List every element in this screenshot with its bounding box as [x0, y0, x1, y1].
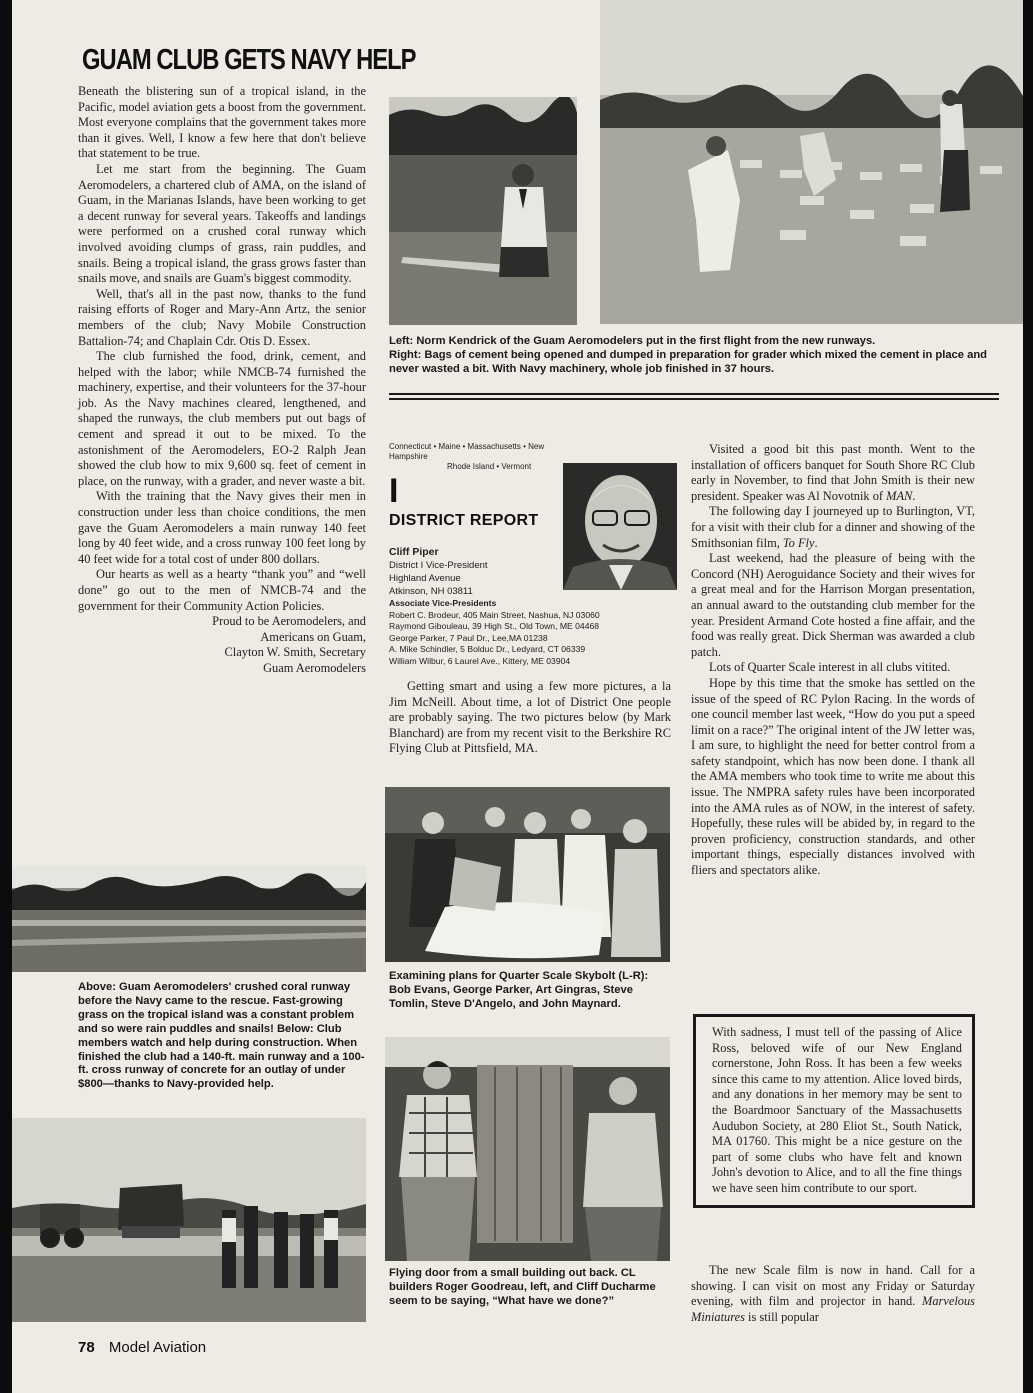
right-paragraph: Hope by this time that the smoke has settled on the issue of the speed of RC Pylon Racing. In the words of one council member last week, “How do you put a speed limit on a race?” The original intent of the JW letter was, I am sure, to highlight the need for better control from a safety standpoint, which has now been done. I thank all the AMA members who took time to write me about this issue. The NMPRA safety rules have been incorporated into the AMA rules as of NOW, in the interest of safety. Hopefully, these rules will be abided by, in regard to the proven proficiency, construction standards, and other important things, especially distances involved with fliers and spectators alike. — [691, 675, 975, 878]
photo-cement-bags — [600, 0, 1023, 324]
middle-caption-2: Flying door from a small building out back. CL builders Roger Goodreau, left, and Cliff Ducharme seem to be saying, “What have we done?” — [389, 1267, 656, 1307]
article-signature: Proud to be Aeromodelers, and Americans on Guam, Clayton W. Smith, Secretary Guam Aeromodelers — [212, 614, 366, 675]
memorial-text: With sadness, I must tell of the passing of Alice Ross, beloved wife of our New England cornerstone, John Ross. It has been a few weeks since this came to my attention. Alice loved birds, and any donations in her memory may be sent to the Boardmoor Sanctuary of the Massachusetts Audubon Society, at 280 Eliot St., South Natick, MA 01760. This might be a nice gesture on the part of some clubs who have felt and known John's devotion to Alice, and to all the fine things we have seen him contribute to our sport. — [712, 1025, 962, 1195]
page-footer — [78, 1339, 206, 1356]
right-paragraph: The following day I journeyed up to Burlington, VT, for a visit with their club for a dinner and showing of the Smithsonian film, To Fly. — [691, 504, 975, 550]
article-paragraph: With the training that the Navy gives their men in construction under less than choice conditions, the men gave the Guam Aeromodelers a main runway 140 feet long by 40 feet wide, and a cross runway 100 feet long by 40 feet wide for a total cost of under 800 dollars. — [78, 489, 366, 566]
left-caption: Above: Guam Aeromodelers' crushed coral runway before the Navy came to the rescue. Fast-growing grass on the tropical island was a constant problem and so were rain puddles and snails! Below: Club members watch and help during construction. When finished the club had a 140-ft. main runway and a 100-ft. cross runway of concrete for an outlay of under $800—thanks to Navy-provided help. — [78, 981, 365, 1091]
article-paragraph: The club furnished the food, drink, cement, and helped with the labor; while NMCB-74 furnished the machinery, expertise, and their volunteers for the 37-hour job. As the Navy machines cleared, lengthened, and shaped the runways, the club members put out bags of cement and spread it out to be mixed. To the astonishment of the Aeromodelers, EO-2 Ralph Jean showed the club how to mix 9,600 sq. feet of cement in place, on the runway, with a grader, and never waste a bit. — [78, 349, 366, 488]
associate-item: A. Mike Schindler, 5 Bolduc Dr., Ledyard, CT 06339 — [389, 644, 586, 654]
memorial-box — [693, 1014, 975, 1208]
photo-flying-door — [385, 1037, 670, 1261]
right-closing — [691, 1263, 975, 1325]
section-rule-top — [389, 393, 999, 395]
top-photo-caption: Left: Norm Kendrick of the Guam Aeromodelers put in the first flight from the new runways. Right: Bags of cement being opened and dumped in preparation for grader which mixed the cement in place and never wasted a bit. With Navy machinery, whole job finished in 37 hours. — [389, 335, 987, 375]
photo-coral-runway — [12, 866, 366, 972]
section-rule-bottom — [389, 398, 999, 400]
right-paragraph: Lots of Quarter Scale interest in all clubs vitited. — [709, 660, 951, 675]
photo-construction — [12, 1118, 366, 1322]
headline: GUAM CLUB GETS NAVY HELP — [82, 44, 416, 76]
associates: Associate Vice-Presidents Robert C. Brodeur, 405 Main Street, Nashua, NJ 03060 Raymond Gibouleau, 39 High St., Old Town, ME 04468 George Parker, 7 Paul Dr., Lee,MA 01238 A. Mike Schindler, 5 Bolduc Dr., Ledyard, CT 06339 William Wilbur, 6 Laurel Ave., Kittery, ME 03904 — [389, 598, 679, 667]
photo-cliff-piper-portrait — [563, 463, 677, 590]
district-author: Cliff Piper District I Vice-President Highland Avenue Atkinson, NH 03811 — [389, 546, 488, 597]
photo-examining-plans — [385, 787, 670, 962]
photo-norm-kendrick — [389, 97, 577, 325]
article-paragraph: Let me start from the beginning. The Guam Aeromodelers, a chartered club of AMA, on the island of Guam, in the Marianas Islands, have been working to get a decent runway for several years. Takeoffs and landings were performed on a crushed coral runway which involved avoiding clumps of grass, rain puddles, and snails. Being a tropical island, the grass grows faster than snails move, and snails are Guam's biggest commodity. — [78, 161, 366, 286]
middle-caption-1: Examining plans for Quarter Scale Skybolt (L-R): Bob Evans, George Parker, Art Gingras, Steve Tomlin, Steve D'Angelo, and John Maynard. — [389, 970, 649, 1010]
article-paragraph: Beneath the blistering sun of a tropical island, in the Pacific, model aviation gets a boost from the government. Most everyone complains that the government takes more than it gives. Well, I know a few here that don't believe that statement to be true. — [78, 84, 366, 161]
article-paragraph: Well, that's all in the past now, thanks to the fund raising efforts of Roger and Mary-Ann Artz, the senior members of the club; Navy Mobile Construction Battalion-74; and Chaplain Cdr. Otis D. Essex. — [78, 286, 366, 348]
page-number: 78 — [78, 1339, 95, 1356]
magazine-name: Model Aviation — [108, 1339, 207, 1356]
associate-item: George Parker, 7 Paul Dr., Lee,MA 01238 — [389, 632, 548, 643]
associate-item: Robert C. Brodeur, 405 Main Street, Nashua, NJ 03060 — [389, 609, 600, 620]
associate-item: Raymond Gibouleau, 39 High St., Old Town, ME 04468 — [389, 621, 600, 631]
district-title: DISTRICT REPORT — [389, 512, 539, 529]
article-paragraph: Our hearts as well as a hearty “thank you” and “well done” go out to the men of NMCB-74 and the government for their Community Action Policies. — [78, 567, 366, 613]
district-numeral: I — [389, 472, 399, 510]
district-intro: Getting smart and using a few more pictures, a la Jim McNeill. About time, a lot of District One people are probably saying. The two pictures below (by Mark Blanchard) are from my recent visit to the Berkshire RC Flying Club at Pittsfield, MA. — [389, 679, 671, 756]
magazine-page — [12, 0, 1023, 1393]
guam-article — [78, 84, 366, 677]
right-paragraph: Last weekend, had the pleasure of being with the Concord (NH) Aeroguidance Society and their wives for a great meal and for the Harrison Morgan presentation, an annual award to the outstanding club member for the year. President Armand Cote hosted a fine affair, and the food was really great. Dick Sherman was awarded a club patch. — [691, 551, 975, 659]
district-states: Connecticut • Maine • Massachusetts • New Hampshire Rhode Island • Vermont — [389, 442, 545, 471]
right-paragraph: Visited a good bit this past month. Went to the installation of officers banquet for South Shore RC Club early in November, to find that John Smith is their new president. Speaker was Al Novotnik of MAN. — [691, 442, 975, 503]
associate-item: William Wilbur, 6 Laurel Ave., Kittery, ME 03904 — [389, 655, 571, 666]
right-paragraph: The new Scale film is now in hand. Call for a showing. I can visit on most any Friday or Saturday evening, with film and projector in hand. Marvelous Miniatures is still popular — [691, 1263, 975, 1324]
district-right-column — [691, 442, 975, 879]
district-header — [389, 442, 569, 598]
